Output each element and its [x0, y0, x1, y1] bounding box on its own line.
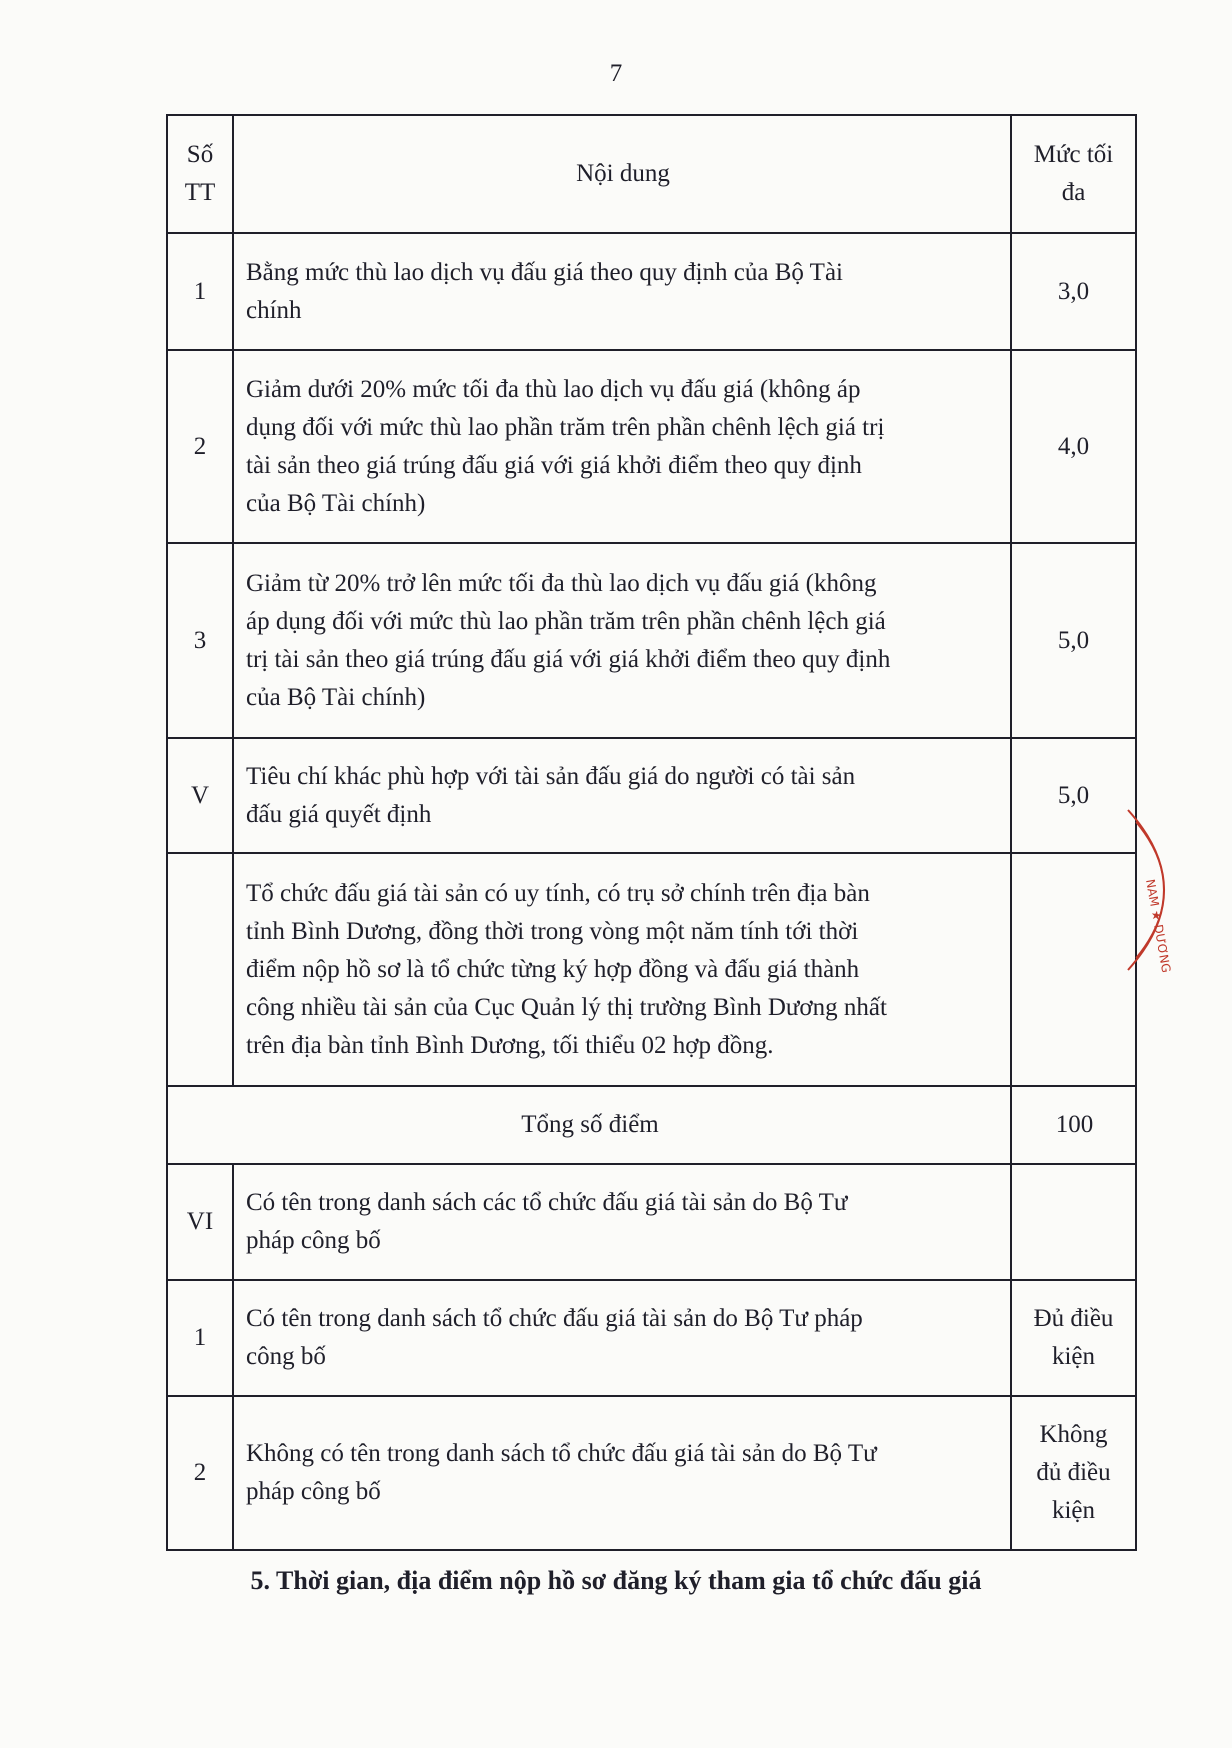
- row-content: [233, 738, 1011, 853]
- row-content-line: pháp công bố: [246, 1478, 381, 1505]
- row-content-line: áp dụng đối với mức thù lao phần trăm trên phần chênh lệch giá: [246, 607, 886, 635]
- row-content: [233, 233, 1011, 350]
- table-row: [167, 233, 1136, 350]
- row-no: [167, 853, 233, 1086]
- row-content-line: điểm nộp hồ sơ là tổ chức từng ký hợp đồng và đấu giá thành: [246, 955, 860, 983]
- table-row: [167, 1396, 1136, 1550]
- row-max: [1011, 1280, 1136, 1396]
- row-content: [233, 1280, 1011, 1396]
- row-max: [1011, 1164, 1136, 1280]
- row-max: 3,0: [1011, 233, 1136, 350]
- table-row: [167, 738, 1136, 853]
- row-no: 2: [167, 350, 233, 543]
- row-max-line: kiện: [1051, 1497, 1096, 1524]
- svg-text:NAM ★ DƯƠNG: NAM ★ DƯƠNG: [1143, 878, 1174, 974]
- row-content-line: chính: [246, 296, 302, 324]
- row-content-line: Tiêu chí khác phù hợp với tài sản đấu giá do người có tài sản: [246, 762, 856, 790]
- row-content: [233, 543, 1011, 738]
- row-content-line: đấu giá quyết định: [246, 800, 432, 828]
- table-row: [167, 853, 1136, 1086]
- row-content-line: của Bộ Tài chính): [246, 683, 426, 711]
- row-max: [1011, 1396, 1136, 1550]
- row-content-line: tỉnh Bình Dương, đồng thời trong vòng một năm tính tới thời: [246, 917, 859, 945]
- row-max-line: Đủ điều: [1033, 1305, 1114, 1332]
- row-content-line: trên địa bàn tỉnh Bình Dương, tối thiểu 02 hợp đồng.: [246, 1031, 774, 1059]
- header-content: Nội dung: [233, 115, 1011, 233]
- row-content-line: Không có tên trong danh sách tổ chức đấu giá tài sản do Bộ Tư: [246, 1440, 877, 1467]
- row-content-line: công bố: [246, 1343, 326, 1370]
- criteria-table: [166, 114, 1137, 1551]
- row-content-line: Có tên trong danh sách các tổ chức đấu giá tài sản do Bộ Tư: [246, 1189, 848, 1216]
- row-no: 3: [167, 543, 233, 738]
- header-max: [1011, 115, 1136, 233]
- row-no: 2: [167, 1396, 233, 1550]
- row-content-line: Giảm từ 20% trở lên mức tối đa thù lao dịch vụ đấu giá (không: [246, 569, 877, 597]
- row-max: 4,0: [1011, 350, 1136, 543]
- section-heading: 5. Thời gian, địa điểm nộp hồ sơ đăng ký tham gia tổ chức đấu giá: [250, 1566, 982, 1595]
- row-content-line: Bằng mức thù lao dịch vụ đấu giá theo quy định của Bộ Tài: [246, 258, 843, 286]
- table-row: [167, 1164, 1136, 1280]
- row-content-line: tài sản theo giá trúng đấu giá với giá khởi điểm theo quy định: [246, 451, 862, 479]
- table-row: [167, 543, 1136, 738]
- row-max-line: kiện: [1051, 1343, 1096, 1370]
- table-row: [167, 1280, 1136, 1396]
- row-content: [233, 1164, 1011, 1280]
- table-row: [167, 350, 1136, 543]
- row-no: VI: [167, 1164, 233, 1280]
- header-max-line: Mức tối: [1033, 141, 1114, 168]
- header-no-line: TT: [184, 179, 216, 206]
- row-content-line: của Bộ Tài chính): [246, 489, 426, 517]
- row-content-line: dụng đối với mức thù lao phần trăm trên phần chênh lệch giá trị: [246, 413, 885, 441]
- row-max-line: đủ điều: [1036, 1459, 1111, 1486]
- row-no: 1: [167, 1280, 233, 1396]
- header-no: [167, 115, 233, 233]
- red-seal-stamp: [1110, 800, 1190, 980]
- total-label: Tổng số điểm: [167, 1086, 1011, 1164]
- row-content-line: Tổ chức đấu giá tài sản có uy tính, có trụ sở chính trên địa bàn: [246, 879, 870, 907]
- row-no: 1: [167, 233, 233, 350]
- page-number: 7: [609, 60, 623, 87]
- row-content-line: trị tài sản theo giá trúng đấu giá với giá khởi điểm theo quy định: [246, 645, 891, 673]
- header-max-line: đa: [1061, 179, 1086, 206]
- header-no-line: Số: [186, 141, 214, 168]
- row-no: V: [167, 738, 233, 853]
- row-content-line: Giảm dưới 20% mức tối đa thù lao dịch vụ đấu giá (không áp: [246, 375, 861, 403]
- total-row: [167, 1086, 1136, 1164]
- row-content-line: công nhiều tài sản của Cục Quản lý thị trường Bình Dương nhất: [246, 993, 887, 1021]
- row-max: 5,0: [1011, 738, 1136, 853]
- row-max-line: Không: [1039, 1421, 1108, 1448]
- row-content: [233, 1396, 1011, 1550]
- row-content-line: Có tên trong danh sách tổ chức đấu giá tài sản do Bộ Tư pháp: [246, 1305, 863, 1332]
- row-content-line: pháp công bố: [246, 1227, 381, 1254]
- table-header-row: [167, 115, 1136, 233]
- total-value: 100: [1011, 1086, 1136, 1164]
- row-content: [233, 853, 1011, 1086]
- row-content: [233, 350, 1011, 543]
- row-max: 5,0: [1011, 543, 1136, 738]
